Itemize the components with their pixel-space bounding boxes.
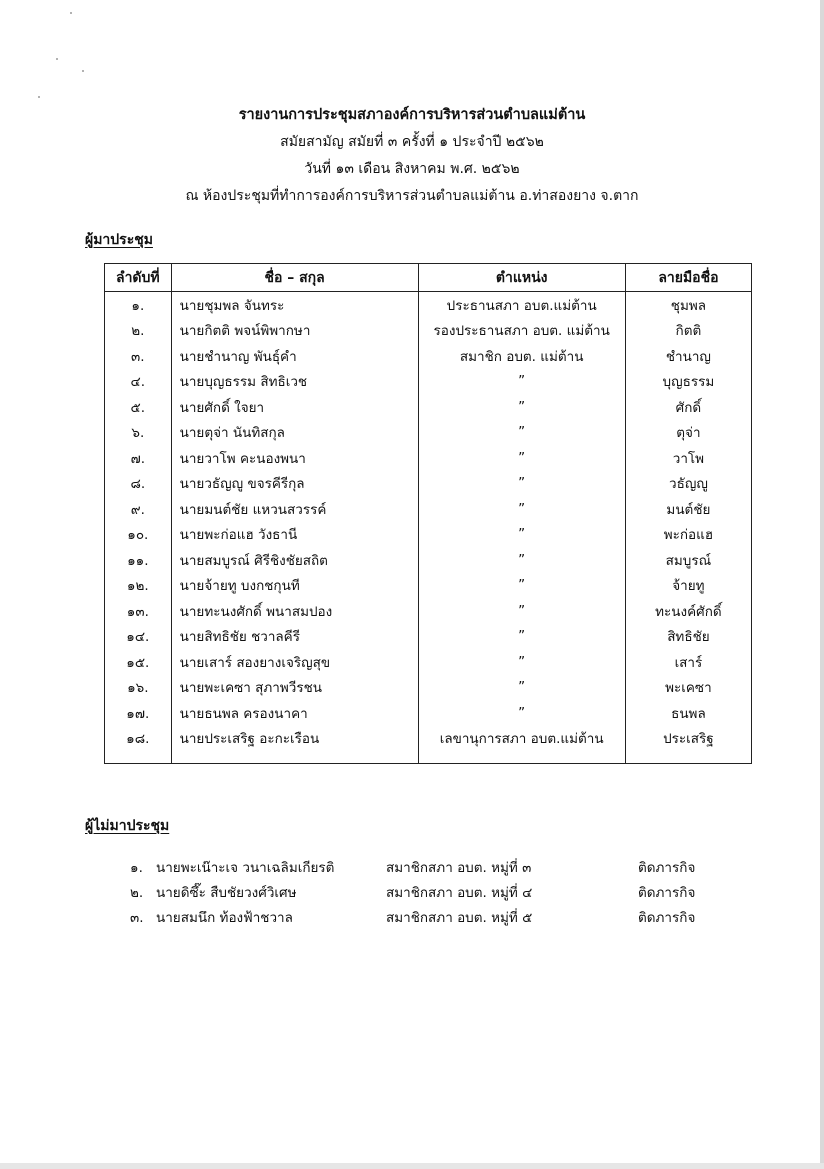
table-row: [105, 598, 752, 624]
member-position: ”: [418, 369, 625, 395]
member-name: นายตุจ่า นันทิสกุล: [171, 420, 418, 446]
member-name: นายเสาร์ สองยางเจริญสุข: [171, 649, 418, 675]
member-name: นายบุญธรรม สิทธิเวช: [171, 369, 418, 395]
member-signature: ศักดิ์: [625, 394, 751, 420]
table-row: [105, 496, 752, 522]
table-row: [105, 292, 752, 318]
member-position: ”: [418, 624, 625, 650]
member-name: นายกิตติ พจน์พิพากษา: [171, 318, 418, 344]
scan-speck: [82, 70, 84, 72]
list-item: [130, 856, 730, 881]
member-position: ”: [418, 700, 625, 726]
member-name: นายทะนงศักดิ์ พนาสมปอง: [171, 598, 418, 624]
row-number: ๙.: [105, 496, 172, 522]
absent-section-label: ผู้ไม่มาประชุม: [85, 818, 170, 834]
member-signature: กิตติ: [625, 318, 751, 344]
absent-number: ๓.: [130, 910, 144, 926]
row-number: ๘.: [105, 471, 172, 497]
absent-position: สมาชิกสภา อบต. หมู่ที่ ๕: [386, 910, 533, 926]
table-row: [105, 343, 752, 369]
member-name: นายพะก่อแฮ วังธานี: [171, 522, 418, 548]
scan-edge-bottom: [0, 1163, 824, 1169]
member-signature: ชำนาญ: [625, 343, 751, 369]
empty-cell: [105, 751, 172, 764]
row-number: ๕.: [105, 394, 172, 420]
member-name: นายธนพล ครองนาคา: [171, 700, 418, 726]
member-signature: พะก่อแฮ: [625, 522, 751, 548]
absent-name: นายพะเน๊าะเจ วนาเฉลิมเกียรติ: [156, 860, 335, 876]
column-header-position: ตำแหน่ง: [418, 264, 625, 292]
present-section-label: ผู้มาประชุม: [85, 232, 153, 248]
member-name: นายวธัญญู ขจรคีรีกุล: [171, 471, 418, 497]
member-name: นายมนต์ชัย แหวนสวรรค์: [171, 496, 418, 522]
member-position: ”: [418, 573, 625, 599]
table-row: [105, 318, 752, 344]
member-signature: จ้ายทู: [625, 573, 751, 599]
member-name: นายชำนาญ พันธุ์คำ: [171, 343, 418, 369]
member-signature: พะเคซา: [625, 675, 751, 701]
venue-line: ณ ห้องประชุมที่ทำการองค์การบริหารส่วนตำบลแม่ต้าน อ.ท่าสองยาง จ.ตาก: [185, 188, 639, 204]
column-header-name: ชื่อ – สกุล: [171, 264, 418, 292]
absent-name: นายสมนึก ท้องฟ้าชวาล: [156, 910, 293, 926]
session-line: สมัยสามัญ สมัยที่ ๓ ครั้งที่ ๑ ประจำปี ๒๕๖๒: [280, 134, 544, 150]
table-row: [105, 547, 752, 573]
empty-cell: [171, 751, 418, 764]
empty-cell: [418, 751, 625, 764]
member-name: นายชุมพล จันทระ: [171, 292, 418, 318]
absent-reason: ติดภารกิจ: [638, 860, 696, 876]
column-header-signature: ลายมือชื่อ: [625, 264, 751, 292]
row-number: ๑๕.: [105, 649, 172, 675]
member-position: ”: [418, 496, 625, 522]
member-signature: สมบูรณ์: [625, 547, 751, 573]
table-row: [105, 522, 752, 548]
table-row: [105, 471, 752, 497]
absent-list: [130, 856, 730, 931]
row-number: ๗.: [105, 445, 172, 471]
row-number: ๑๐.: [105, 522, 172, 548]
absent-name: นายดิซึ๊ะ สืบชัยวงศ์วิเศษ: [156, 885, 297, 901]
table-row: [105, 700, 752, 726]
table-row: [105, 675, 752, 701]
absent-position: สมาชิกสภา อบต. หมู่ที่ ๓: [386, 860, 532, 876]
date-line: วันที่ ๑๓ เดือน สิงหาคม พ.ศ. ๒๕๖๒: [304, 161, 520, 177]
member-position: ”: [418, 471, 625, 497]
absent-number: ๑.: [130, 860, 143, 876]
member-position: ”: [418, 394, 625, 420]
row-number: ๑๔.: [105, 624, 172, 650]
member-position: รองประธานสภา อบต. แม่ต้าน: [418, 318, 625, 344]
member-signature: บุญธรรม: [625, 369, 751, 395]
absent-number: ๒.: [130, 885, 144, 901]
document-header: [0, 102, 824, 210]
member-position: ”: [418, 649, 625, 675]
member-signature: สิทธิชัย: [625, 624, 751, 650]
member-signature: วาโพ: [625, 445, 751, 471]
member-name: นายประเสริฐ อะกะเรือน: [171, 726, 418, 752]
row-number: ๑๑.: [105, 547, 172, 573]
list-item: [130, 906, 730, 931]
member-name: นายพะเคซา สุภาพวีรชน: [171, 675, 418, 701]
member-position: ”: [418, 547, 625, 573]
member-signature: มนต์ชัย: [625, 496, 751, 522]
scan-speck: [38, 96, 40, 98]
member-position: ประธานสภา อบต.แม่ต้าน: [418, 292, 625, 318]
row-number: ๒.: [105, 318, 172, 344]
member-signature: ธนพล: [625, 700, 751, 726]
member-signature: เสาร์: [625, 649, 751, 675]
member-position: สมาชิก อบต. แม่ต้าน: [418, 343, 625, 369]
member-name: นายสมบูรณ์ ศิรีชิงชัยสถิต: [171, 547, 418, 573]
member-name: นายจ้ายทู บงกชกุนที: [171, 573, 418, 599]
column-header-number: ลำดับที่: [105, 264, 172, 292]
scan-speck: [56, 58, 58, 60]
row-number: ๑๒.: [105, 573, 172, 599]
empty-cell: [625, 751, 751, 764]
member-name: นายศักดิ์ ใจยา: [171, 394, 418, 420]
row-number: ๓.: [105, 343, 172, 369]
row-number: ๑๘.: [105, 726, 172, 752]
member-signature: ประเสริฐ: [625, 726, 751, 752]
row-number: ๑.: [105, 292, 172, 318]
table-row: [105, 445, 752, 471]
row-number: ๔.: [105, 369, 172, 395]
table-row: [105, 420, 752, 446]
member-signature: ทะนงค์ศักดิ์: [625, 598, 751, 624]
table-row: [105, 726, 752, 752]
table-header-row: [105, 264, 752, 292]
attendance-table-body: [105, 292, 752, 764]
table-row: [105, 649, 752, 675]
member-position: ”: [418, 598, 625, 624]
absent-position: สมาชิกสภา อบต. หมู่ที่ ๔: [386, 885, 533, 901]
table-row-empty: [105, 751, 752, 764]
table-row: [105, 369, 752, 395]
document-title: รายงานการประชุมสภาองค์การบริหารส่วนตำบลแม่ต้าน: [238, 107, 586, 123]
member-signature: ตุจ่า: [625, 420, 751, 446]
member-position: ”: [418, 522, 625, 548]
member-name: นายสิทธิชัย ชวาลคีรี: [171, 624, 418, 650]
member-position: เลขานุการสภา อบต.แม่ต้าน: [418, 726, 625, 752]
absent-reason: ติดภารกิจ: [638, 885, 696, 901]
member-signature: ชุมพล: [625, 292, 751, 318]
member-position: ”: [418, 675, 625, 701]
table-row: [105, 624, 752, 650]
row-number: ๑๓.: [105, 598, 172, 624]
attendance-table: [104, 263, 752, 764]
table-row: [105, 573, 752, 599]
member-position: ”: [418, 445, 625, 471]
row-number: ๖.: [105, 420, 172, 446]
row-number: ๑๗.: [105, 700, 172, 726]
member-signature: วธัญญู: [625, 471, 751, 497]
member-position: ”: [418, 420, 625, 446]
row-number: ๑๖.: [105, 675, 172, 701]
list-item: [130, 881, 730, 906]
member-name: นายวาโพ คะนองพนา: [171, 445, 418, 471]
scan-speck: [70, 12, 72, 14]
absent-reason: ติดภารกิจ: [638, 910, 696, 926]
table-row: [105, 394, 752, 420]
